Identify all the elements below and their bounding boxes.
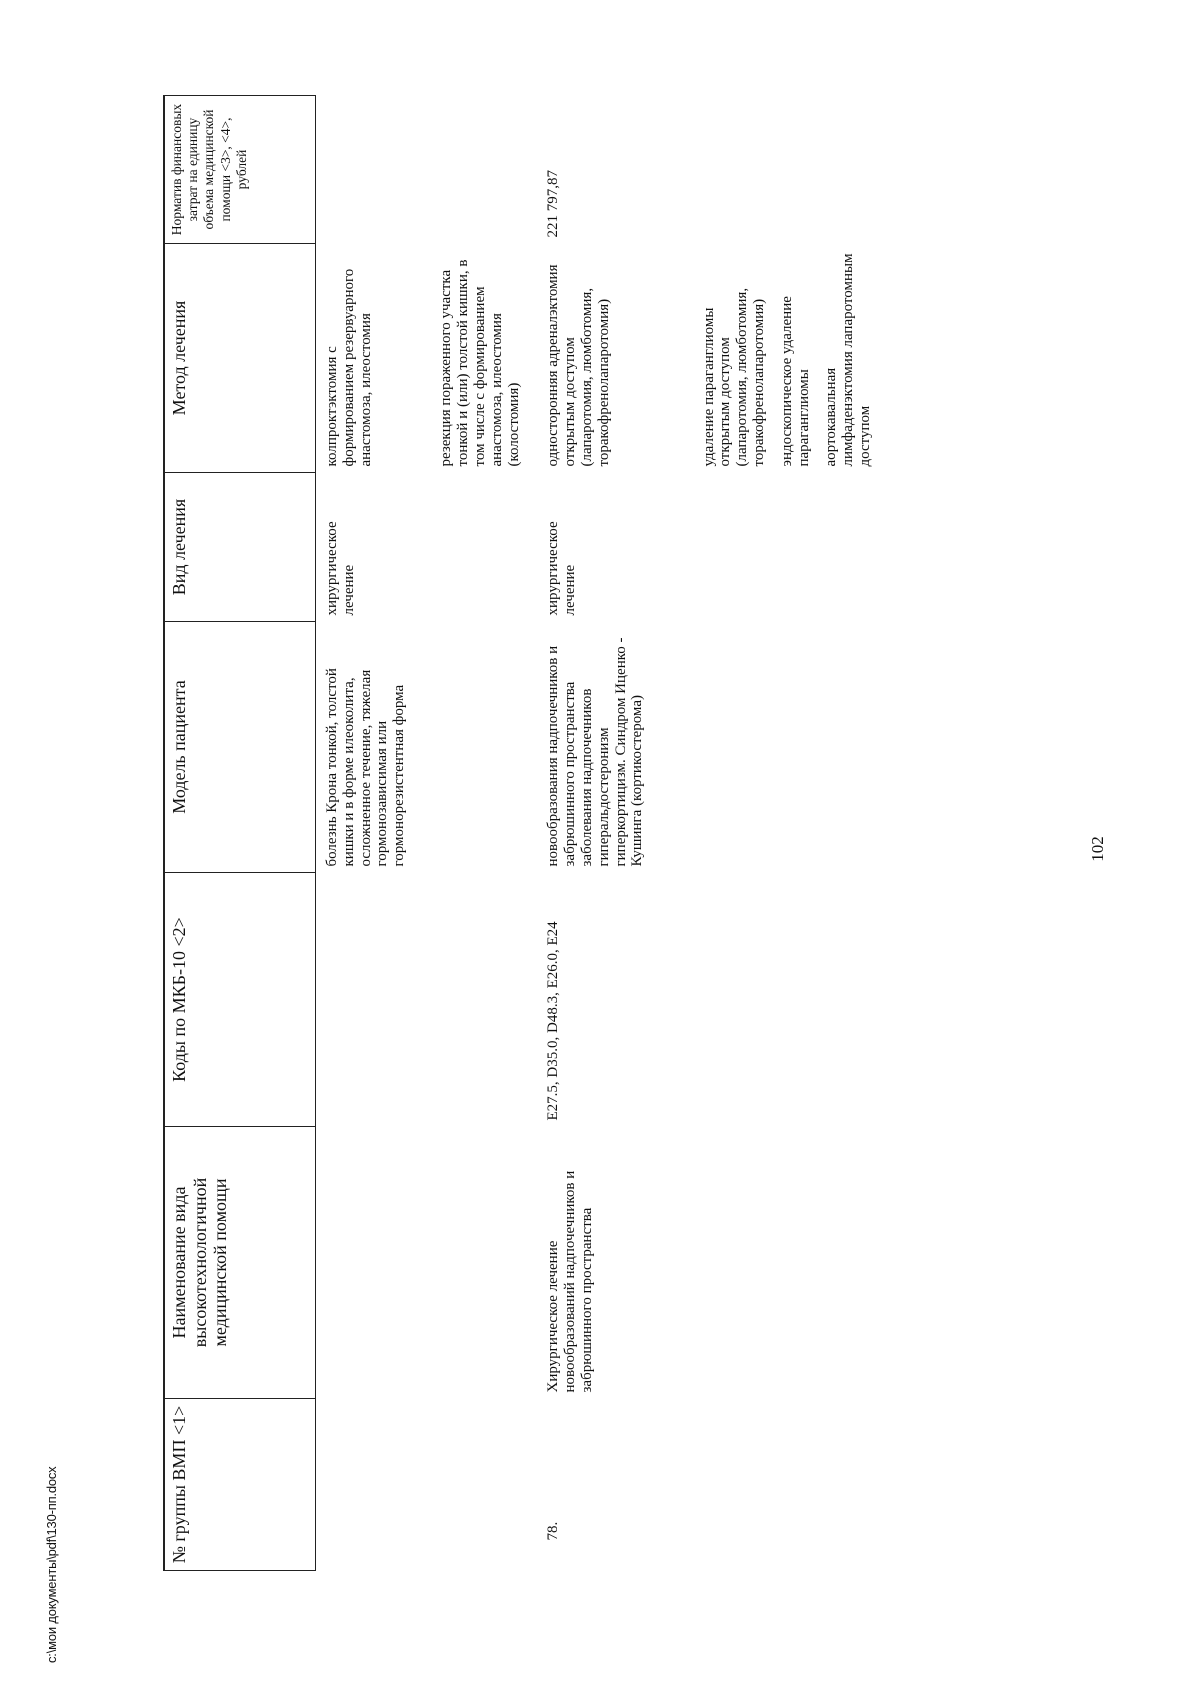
- header-group-no: № группы ВМП <1>: [164, 1399, 316, 1571]
- treatment-method-item: удаление параганглиомы открытым доступом (лапаротомия, люмботомия, торакофренолапаротомия): [700, 287, 767, 467]
- cell-vmp-name: [316, 1127, 538, 1399]
- header-treatment-method: Метод лечения: [164, 244, 316, 473]
- cell-treatment-type: хирургическое лечение: [324, 521, 357, 616]
- cell-group-no: [316, 1399, 538, 1571]
- page-number: 102: [1088, 836, 1107, 862]
- header-patient-model: Модель пациента: [164, 622, 316, 873]
- cell-vmp-name: Хирургическое лечение новообразований надпочечников и забрюшинного пространства: [545, 1170, 595, 1393]
- header-icd-codes: Коды по МКБ-10 <2>: [164, 873, 316, 1127]
- cell-patient-model: новообразования надпочечников и забрюшинного пространства заболевания надпочечников гиперальдостеронизм гиперкортицизм. Синдром Иценко - Кушинга (кортикостерома): [545, 637, 646, 867]
- cell-icd-codes: E27.5, D35.0, D48.3, E26.0, E24: [545, 921, 562, 1121]
- table-row: [537, 96, 888, 1571]
- cell-patient-model: болезнь Крона тонкой, толстой кишки и в форме илеоколита, осложненное течение, тяжелая гормонозависимая или гормонорезистентная форма: [324, 668, 408, 867]
- treatment-method-item: односторонняя адреналэктомия открытым доступом (лапаротомия, люмботомия, торакофренолапаротомия): [545, 264, 612, 467]
- table-header-row: [164, 96, 316, 1571]
- table-row: [316, 96, 538, 1571]
- cell-group-no: 78.: [545, 1521, 562, 1541]
- cell-treatment-type: хирургическое лечение: [545, 521, 579, 616]
- cell-treatment-methods: [537, 244, 888, 473]
- vmp-table: [163, 95, 889, 1571]
- cell-icd-codes: [316, 873, 538, 1127]
- treatment-method-item: резекция пораженного участка тонкой и (или) толстой кишки, в том числе с формированием анастомоза, илеостомия (колостомия): [438, 259, 522, 467]
- cell-treatment-methods: [316, 244, 538, 473]
- cell-cost-norm: [316, 96, 538, 244]
- treatment-method-item: аортокавальная лимфаденэктомия лапаротомным доступом: [823, 253, 873, 467]
- cell-cost-norm: 221 797,87: [545, 170, 562, 238]
- header-vmp-name: Наименование вида высокотехнологичной медицинской помощи: [164, 1127, 316, 1399]
- header-treatment-type: Вид лечения: [164, 473, 316, 622]
- treatment-method-item: колпроктэктомия с формированием резервуарного анастомоза, илеостомия: [324, 268, 374, 467]
- footer-file-path: c:\мои документы\pdf\130-пп.docx: [44, 1466, 59, 1663]
- treatment-method-item: эндоскопическое удаление параганглиомы: [778, 296, 812, 467]
- header-cost-norm: Норматив финансовых затрат на единицу объема медицинской помощи <3>, <4>, рублей: [164, 96, 316, 244]
